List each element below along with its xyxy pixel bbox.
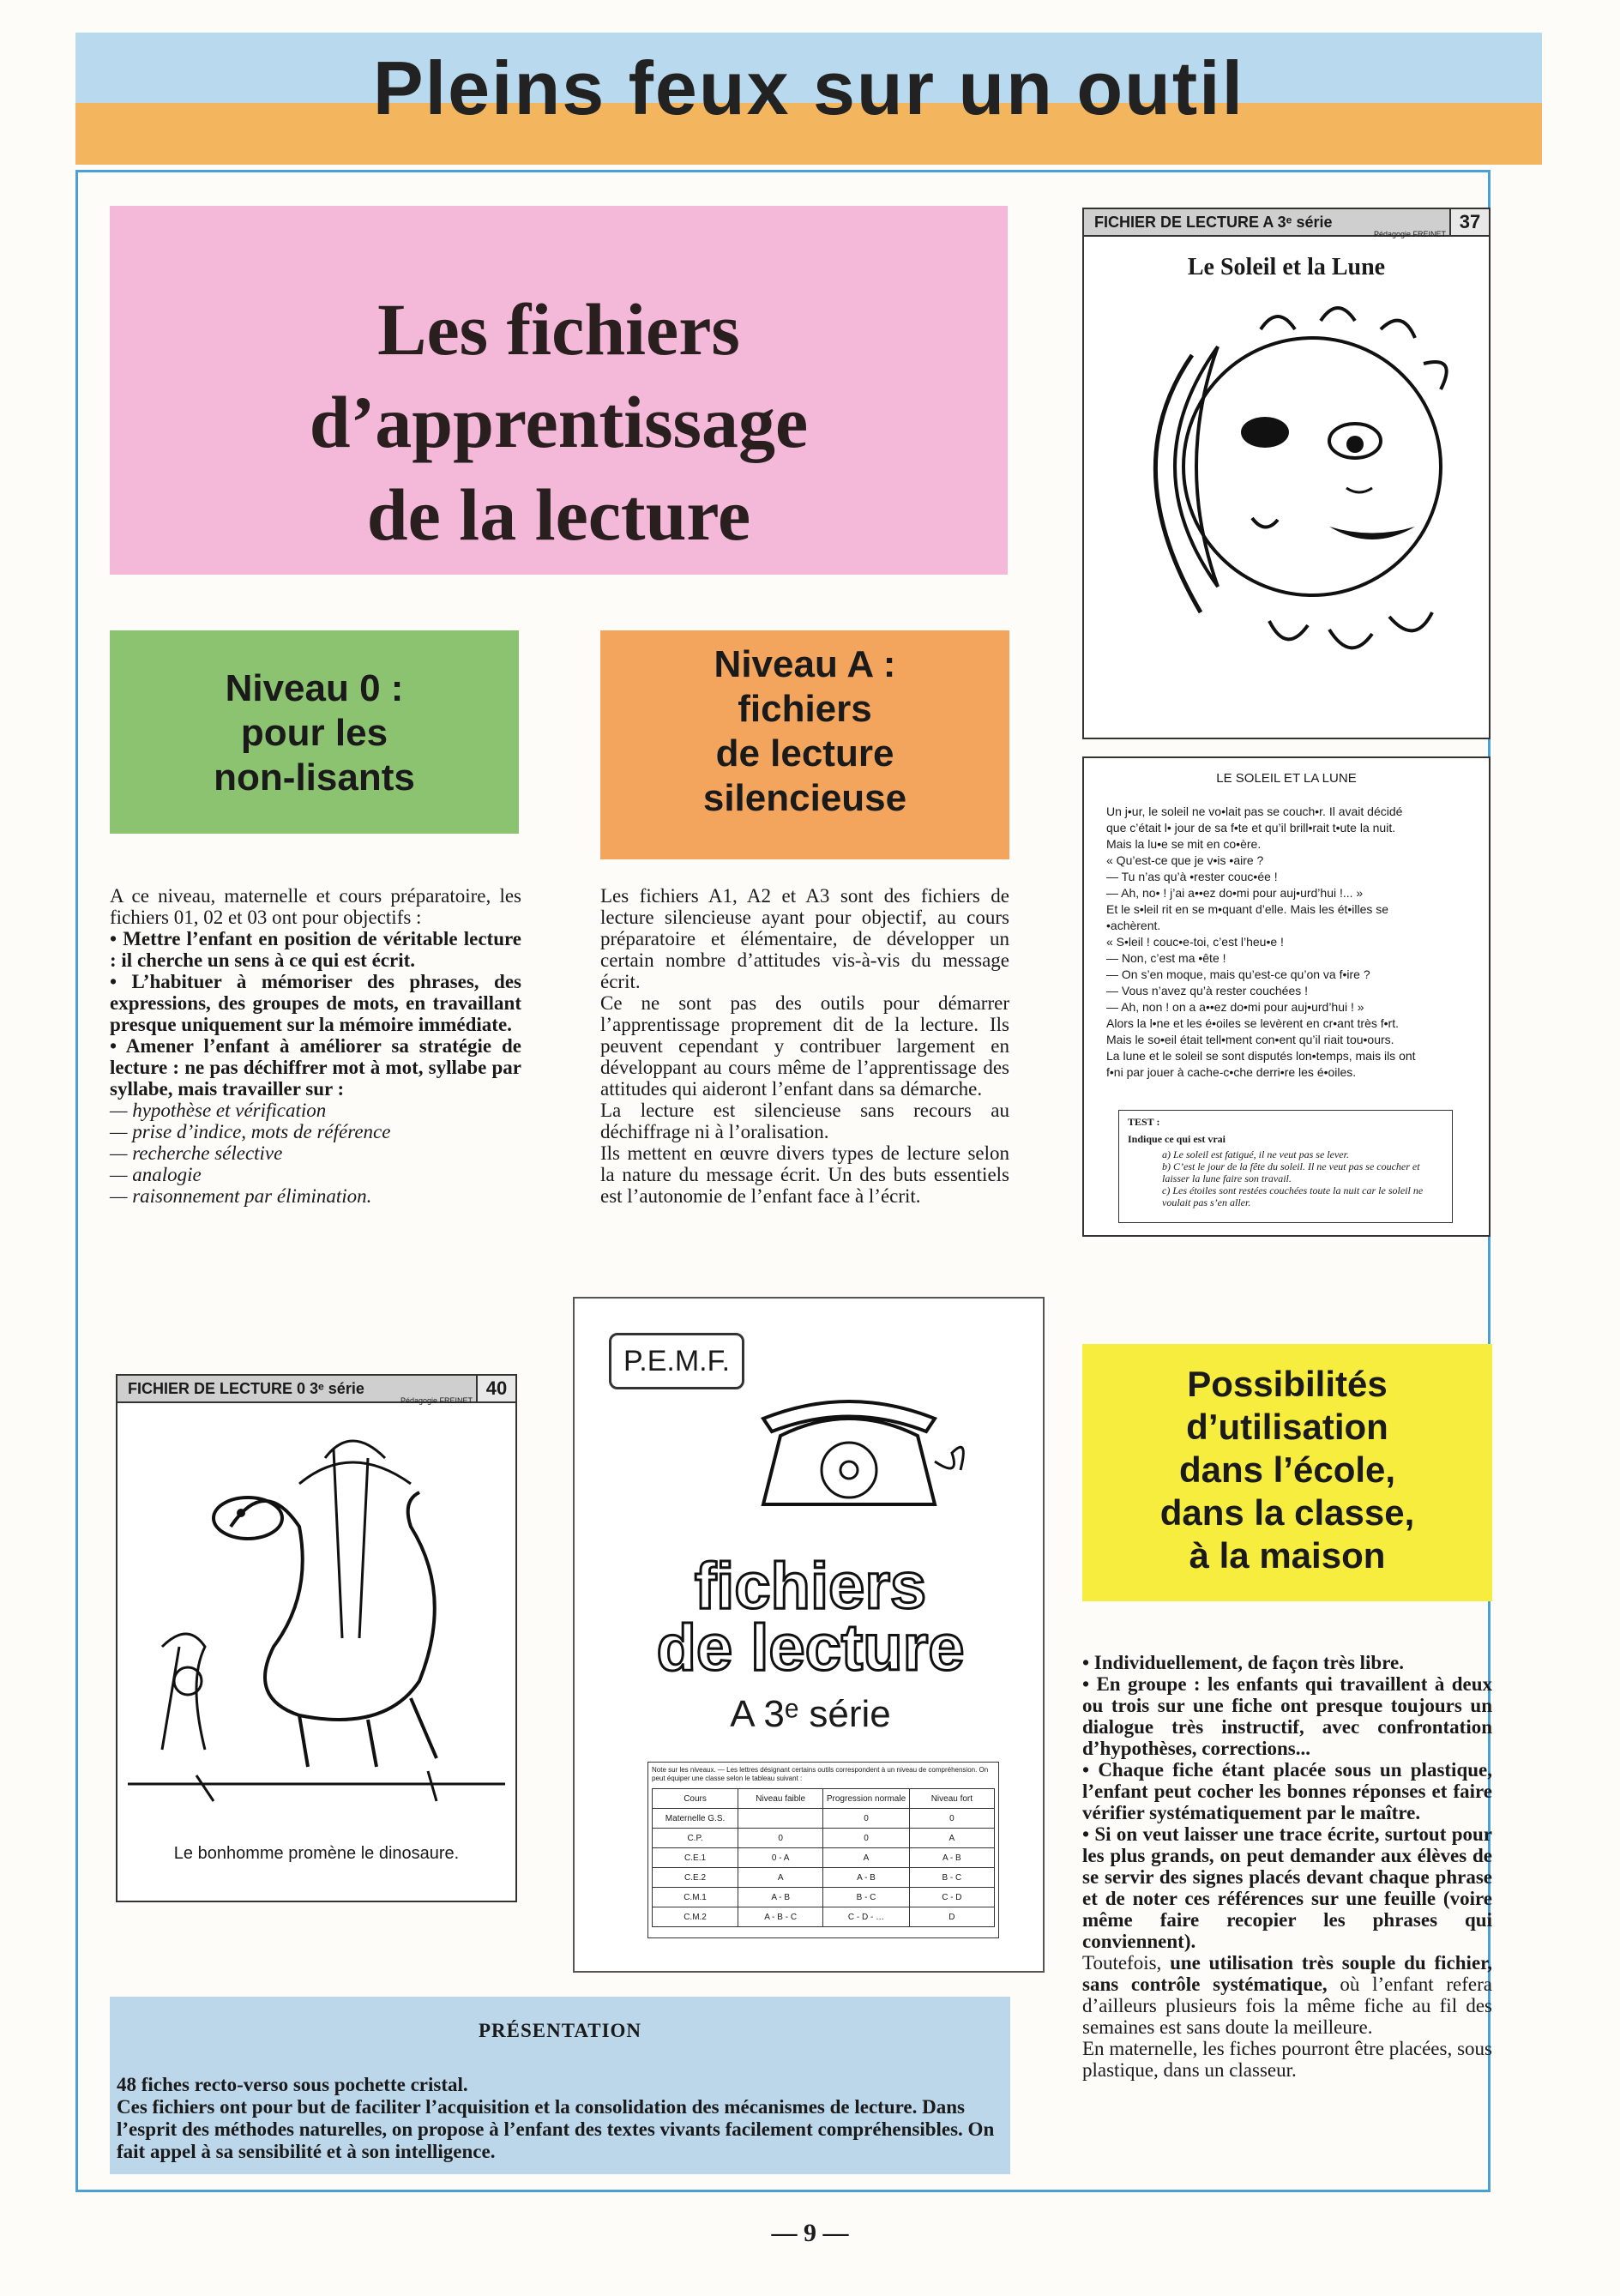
story-text-card: [1082, 756, 1491, 1237]
test-box: TEST : Indique ce qui est vrai a) Le soleil est fatigué, il ne veut pas se lever. b) C’est le jour de la fête du soleil. Il ne veut pas se coucher et laisser la lune faire son travail. c) Les étoiles sont restées couchées toute la nuit car le soleil ne voulait pas s’en aller.: [1118, 1110, 1453, 1223]
table-row: C.M.2 A - B - C C - D - … D: [653, 1907, 995, 1927]
telephone-icon: [746, 1384, 969, 1513]
levelA-box: Niveau A : fichiers de lecture silencieuse: [600, 630, 1009, 859]
card-header: FICHIER DE LECTURE 0 3ᵉ série Pédagogie FREINET 40: [117, 1376, 515, 1403]
pemf-cover-card: [573, 1297, 1045, 1973]
level0-description: A ce niveau, maternelle et cours préparatoire, les fichiers 01, 02 et 03 ont pour objectifs : • Mettre l’enfant en position de véritable lecture : il cherche un sens à ce qui est écrit. • L’habituer à mémoriser des phrases, des expressions, des groupes de mots, en travaillant presque uniquement sur la mémoire immédiate. • Amener l’enfant à améliorer sa stratégie de lecture : ne pas déchiffrer mot à mot, syllabe par syllabe, mais travailler sur : — hypothèse et vérification — prise d’indice, mots de référence — recherche sélective — analogie — raisonnement par élimination.: [110, 885, 521, 1207]
dinosaur-caption: Le bonhomme promène le dinosaure.: [173, 1844, 460, 1863]
table-row: C.E.1 0 - A A A - B: [653, 1848, 995, 1868]
levelA-description: Les fichiers A1, A2 et A3 sont des fichiers de lecture silencieuse ayant pour objectif, au cours préparatoire et élémentaire, de développer un certain nombre d’attitudes vis-à-vis du message écrit. Ce ne sont pas des outils pour démarrer l’apprentissage proprement dit de la lecture. Ils peuvent cependant y contribuer largement en développant au cours même de l’apprentissage des attitudes qui aideront l’enfant dans sa démarche. La lecture est silencieuse sans recours au déchiffrage ni à l’oralisation. Ils mettent en œuvre divers types de lecture selon la nature du message écrit. Un des buts essentiels est l’autonomie de l’enfant face à l’écrit.: [600, 885, 1009, 1207]
dinosaur-illustration: [128, 1424, 505, 1818]
card-header: FICHIER DE LECTURE A 3ᵉ série Pédagogie FREINET 37: [1084, 209, 1489, 237]
table-row: Maternelle G.S. 0 0: [653, 1809, 995, 1829]
card-number: 37: [1449, 209, 1489, 235]
story-body: Un j•ur, le soleil ne vo•lait pas se couch•r. Il avait décidé que c’était l• jour de sa f•te et qu’il brill•rait t•ute la nuit. Mais la lu•e se mit en co•ère. « Qu’est-ce que je v•is •aire ? — Tu n’as qu’à •rester couc•ée ! — Ah, no• ! j’ai a••ez do•mi pour auj•urd’hui !... » Et le s•leil rit en se m•quant d’elle. Mais les ét•illes se •achèrent. « S•leil ! couc•e-toi, c’est l’heu•e ! — Non, c’est ma •ête ! — On s’en moque, mais qu’est-ce qu’on va f•ire ? — Vous n’avez qu’à rester couchées ! — Ah, non ! on a a••ez do•mi pour auj•urd’hui ! » Alors la l•ne et les é•oiles se levèrent en cr•ant très f•rt. Mais le so•eil était tell•ment con•ent qu’il riait tou•ours. La lune et le soleil se sont disputés lon•temps, mais ils ont f•ni par jouer à cache-c•che derri•re les é•oiles.: [1106, 805, 1416, 1079]
pemf-title: fichiers de lecture: [656, 1550, 965, 1684]
page-header-title: Pleins feux sur un outil: [372, 45, 1245, 130]
pemf-logo: P.E.M.F.: [609, 1333, 744, 1389]
levelA-heading: Niveau A :: [714, 643, 896, 685]
pemf-series: A 3ᵉ série: [730, 1693, 891, 1735]
presentation-title: PRÉSENTATION: [478, 2020, 642, 2041]
sun-moon-card: [1082, 208, 1491, 739]
possibilities-box: Possibilités d’utilisation dans l’école, dans la classe, à la maison: [1082, 1344, 1492, 1601]
page-number: — 9 —: [771, 2219, 849, 2247]
possibilities-description: • Individuellement, de façon très libre. • En groupe : les enfants qui travaillent à deux ou trois sur une fiche ont presque toujours un dialogue très instructif, avec confrontation d’hypothèses, corrections... • Chaque fiche étant placée sous un plastique, l’enfant peut cocher les bonnes réponses et faire vérifier systématiquement par le maître. • Si on veut laisser une trace écrite, surtout pour les plus grands, on peut demander aux élèves de se servir des signes placés devant chaque phrase et de noter ces références sur une feuille (voire même faire recopier les phrases qui conviennent). Toutefois, une utilisation très souple du fichier, sans contrôle systématique, où l’enfant refera d’ailleurs plusieurs fois la même fiche au fil des semaines est sans doute la meilleure. En maternelle, les fiches pourront être placées, sous plastique, dans un classeur.: [1082, 1652, 1492, 2081]
presentation-text: 48 fiches recto-verso sous pochette cristal. Ces fichiers ont pour but de faciliter l’acquisition et la consolidation des mécanismes de lecture. Dans l’esprit des méthodes naturelles, on propose à l’enfant des textes vivants facilement compréhensibles. On fait appel à sa sensibilité et à son intelligence.: [117, 2074, 995, 2162]
table-row: C.E.2 A A - B B - C: [653, 1868, 995, 1888]
dinosaur-card: [116, 1374, 517, 1902]
story-title: LE SOLEIL ET LA LUNE: [1216, 771, 1357, 786]
level0-heading: Niveau 0 :: [225, 667, 404, 709]
sun-moon-illustration: [1098, 295, 1475, 690]
possibilities-heading: Possibilités: [1187, 1364, 1388, 1404]
table-row: C.M.1 A - B B - C C - D: [653, 1888, 995, 1907]
levels-table-box: Note sur les niveaux. — Les lettres désignant certains outils correspondent à un niveau de compréhension. On peut équiper une classe selon le tableau suivant : Cours Niveau faible Progression normale Niveau fort Maternelle G.S. 0 0 C.P. 0 0 A C.E.1 0 - A A A - B C.E.2 A A - B B - C C.M.1 A - B B - C C - D C.M.2 A - B - C C - D - … D: [647, 1762, 999, 1938]
card-number: 40: [476, 1376, 515, 1401]
level0-box: Niveau 0 : pour les non-lisants: [110, 630, 519, 834]
card-title: Le Soleil et la Lune: [1187, 254, 1386, 280]
levels-table: Cours Niveau faible Progression normale Niveau fort Maternelle G.S. 0 0 C.P. 0 0 A C.E.1 0 - A A A - B C.E.2 A A - B B - C C.M.1 A - B B - C C - D C.M.2 A - B - C C - D - … D: [652, 1788, 995, 1927]
table-row: C.P. 0 0 A: [653, 1829, 995, 1848]
main-title: Les fichiers d’apprentissage de la lecture: [309, 288, 809, 556]
